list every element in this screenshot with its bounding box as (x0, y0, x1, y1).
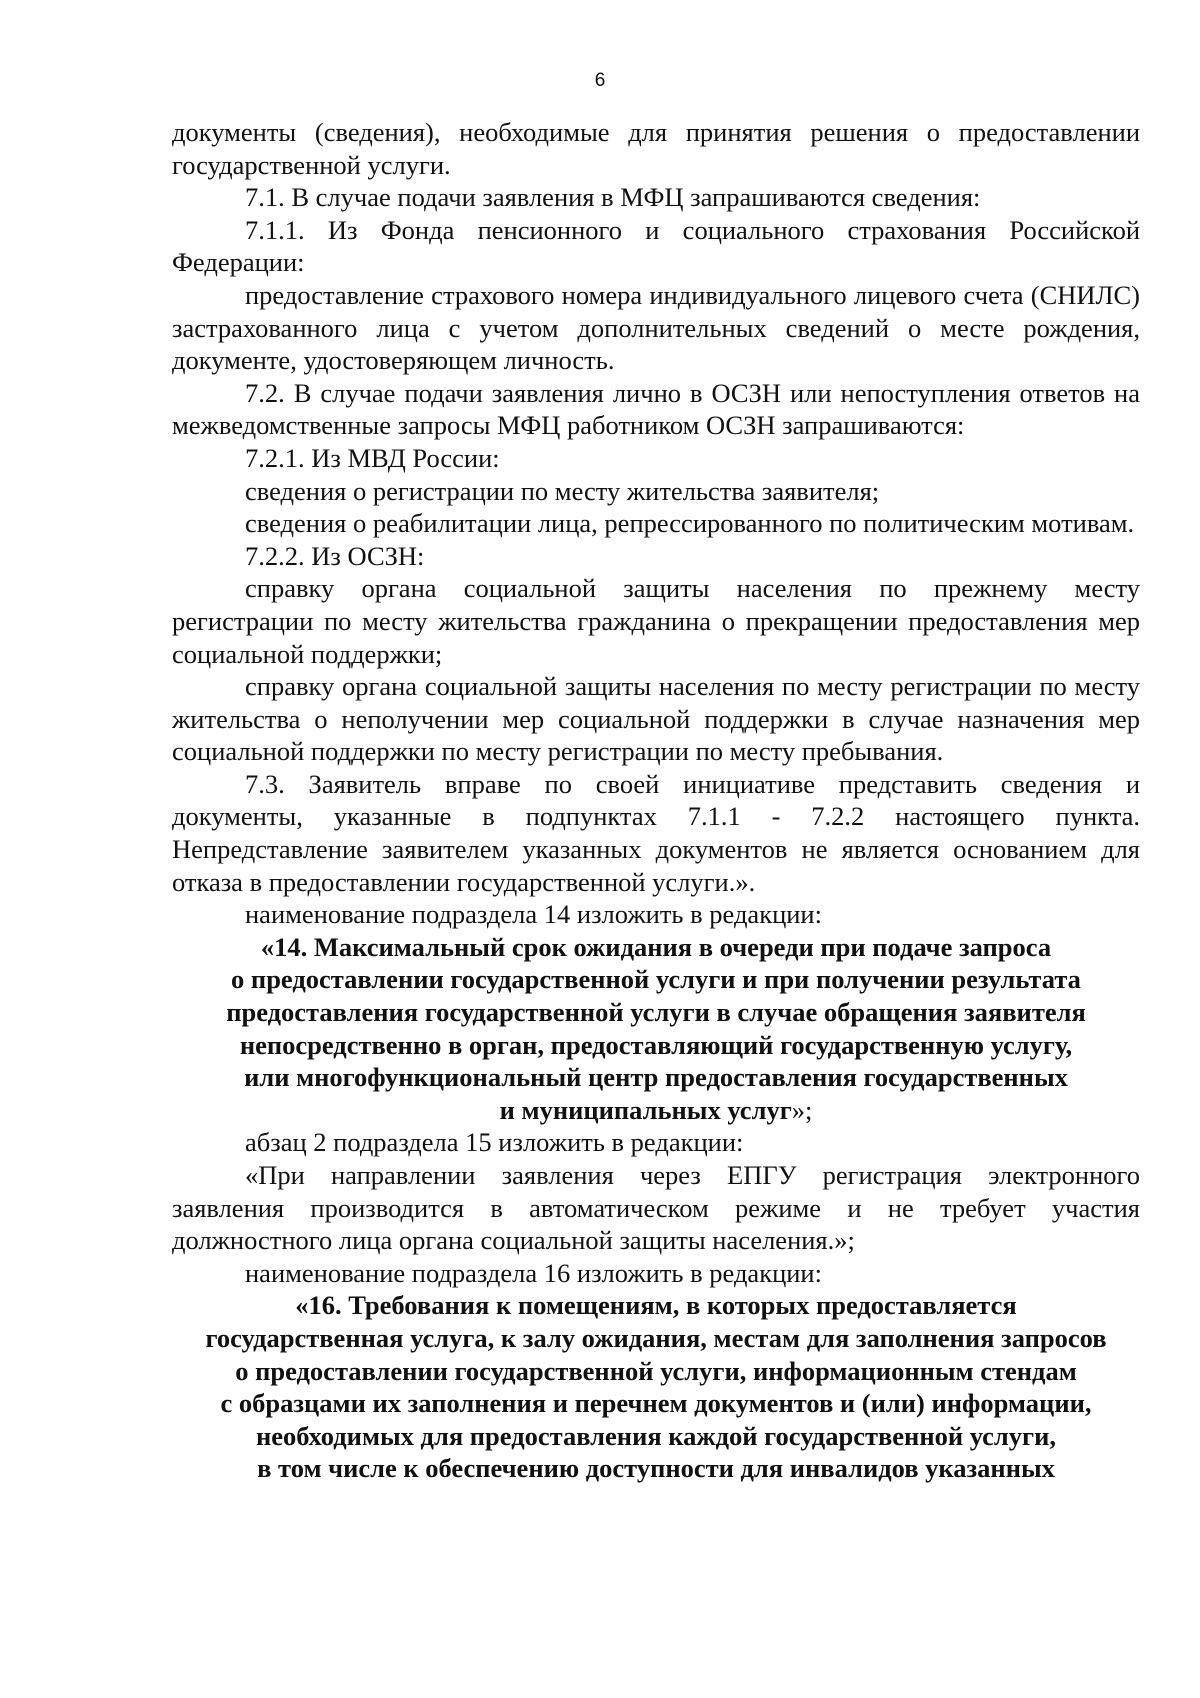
heading-16-line: необходимых для предоставления каждой государственной услуги, (256, 1420, 1056, 1451)
amendment-subsection-14: наименование подраздела 14 изложить в редакции: (245, 899, 822, 930)
termination-certificate-item: справку органа социальной защиты населения по прежнему месту регистрации по месту жительства гражданина о прекращении предоставления мер социальной поддержки; (172, 573, 1140, 669)
clause-7-2-2: 7.2.2. Из ОСЗН: (245, 540, 425, 571)
heading-14-closing-quote: »; (791, 1094, 813, 1125)
heading-14-line: непосредственно в орган, предоставляющий государственную услугу, (239, 1029, 1073, 1060)
paragraph-continuation: документы (сведения), необходимые для принятия решения о предоставлении государственной услуги. (172, 117, 1140, 180)
heading-16-line: государственная услуга, к залу ожидания, местам для заполнения запросов (205, 1322, 1107, 1353)
heading-14-line: и муниципальных услуг (499, 1094, 792, 1125)
amendment-subsection-16: наименование подраздела 16 изложить в редакции: (245, 1257, 822, 1288)
clause-7-2-1: 7.2.1. Из МВД России: (245, 442, 500, 473)
page-number: 6 (594, 70, 606, 91)
document-body (172, 116, 1140, 1485)
heading-16-line: в том числе к обеспечению доступности для инвалидов указанных (257, 1453, 1055, 1484)
registration-item: сведения о регистрации по месту жительства заявителя; (245, 475, 880, 506)
clause-7-3: 7.3. Заявитель вправе по своей инициативе представить сведения и документы, указанные в подпунктах 7.1.1 - 7.2.2 настоящего пункта. Непредставление заявителем указанных документов не является основанием для отказа в предоставлении государственной услуги.». (172, 768, 1140, 897)
amendment-subsection-15: абзац 2 подраздела 15 изложить в редакции: (245, 1127, 744, 1158)
heading-16-line: «16. Требования к помещениям, в которых предоставляется (295, 1290, 1017, 1321)
heading-16-line: о предоставлении государственной услуги, информационным стендам (235, 1355, 1077, 1386)
subsection-15-new-text: «При направлении заявления через ЕПГУ регистрация электронного заявления производится в автоматическом режиме и не требует участия должностного лица органа социальной защиты населения.»; (172, 1160, 1140, 1256)
heading-14-line: «14. Максимальный срок ожидания в очереди при подаче запроса (260, 931, 1052, 962)
heading-14-line: или многофункциональный центр предоставления государственных (244, 1062, 1068, 1093)
heading-subsection-14 (172, 931, 1140, 1127)
non-receipt-certificate-item: справку органа социальной защиты населения по месту регистрации по месту жительства о неполучении мер социальной поддержки в случае назначения мер социальной поддержки по месту регистрации по месту пребывания. (172, 671, 1140, 767)
rehabilitation-item: сведения о реабилитации лица, репрессированного по политическим мотивам. (245, 508, 1135, 539)
snils-item: предоставление страхового номера индивидуального лицевого счета (СНИЛС) застрахованного лица с учетом дополнительных сведений о месте рождения, документе, удостоверяющем личность. (172, 279, 1140, 376)
heading-subsection-16 (172, 1289, 1140, 1485)
heading-14-line: предоставления государственной услуги в случае обращения заявителя (226, 997, 1086, 1028)
clause-7-1-1: 7.1.1. Из Фонда пенсионного и социального страхования Российской Федерации: (172, 214, 1140, 278)
clause-7-1: 7.1. В случае подачи заявления в МФЦ запрашиваются сведения: (245, 182, 981, 213)
clause-7-2: 7.2. В случае подачи заявления лично в ОСЗН или непоступления ответов на межведомственные запросы МФЦ работником ОСЗН запрашиваются: (172, 377, 1140, 441)
heading-14-last-line (172, 1094, 1140, 1127)
heading-16-line: с образцами их заполнения и перечнем документов и (или) информации, (220, 1388, 1092, 1419)
heading-14-line: о предоставлении государственной услуги и при получении результата (231, 964, 1081, 995)
